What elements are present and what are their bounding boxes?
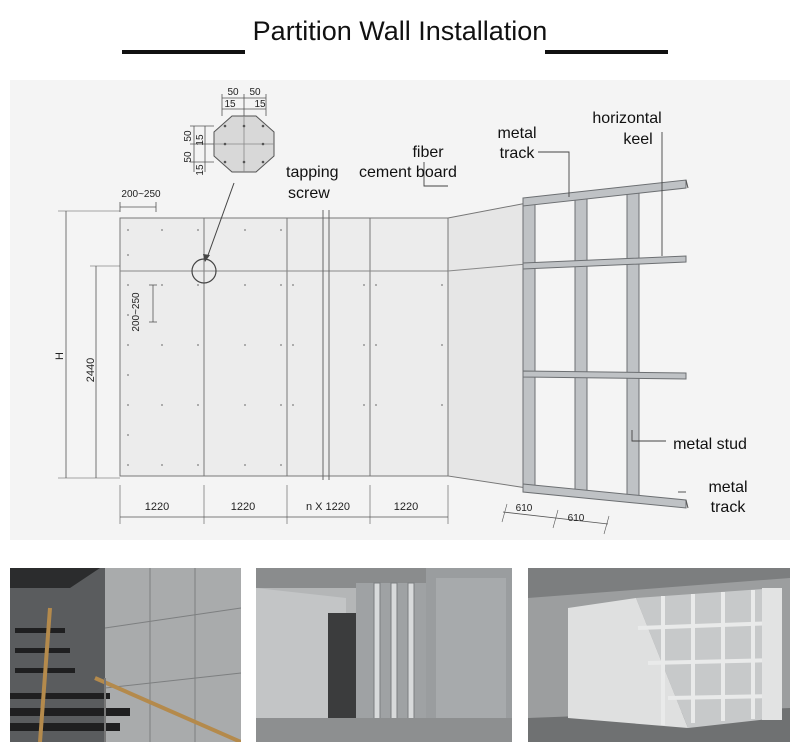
- label-horizontal: horizontal: [592, 110, 662, 127]
- dim-width-3: n X 1220: [305, 501, 351, 513]
- label-metal-stud: metal stud: [673, 436, 747, 453]
- title-rule-right: [545, 50, 668, 54]
- label-keel: keel: [623, 131, 653, 148]
- frame-edges: [686, 180, 688, 508]
- label-cement-board: cement board: [359, 164, 457, 181]
- dim-stud-2: 610: [567, 513, 585, 524]
- dim-oct-50c: 50: [183, 130, 194, 142]
- dim-oct-15c: 15: [195, 134, 206, 146]
- board-panel-2: [204, 218, 287, 476]
- dim-oct-50b: 50: [249, 87, 261, 98]
- title-rule-left: [122, 50, 245, 54]
- metal-stud-1: [523, 201, 535, 488]
- dim-spacing-side: 200~250: [131, 292, 142, 332]
- horizontal-keel-2: [523, 371, 686, 379]
- label-tapping-2: screw: [288, 185, 330, 202]
- dim-oct-15b: 15: [254, 99, 266, 110]
- dim-height-h: H: [54, 352, 66, 360]
- page-title: Partition Wall Installation: [252, 16, 548, 46]
- dim-stud-1: 610: [515, 503, 533, 514]
- dim-oct-15d: 15: [195, 164, 206, 176]
- title-bar: [0, 0, 800, 60]
- label-metal-track-top-1: metal: [497, 125, 537, 142]
- label-metal-track-bottom-2: track: [710, 499, 746, 516]
- metal-stud-3: [627, 188, 639, 502]
- dim-width-2: 1220: [230, 501, 256, 513]
- label-fiber: fiber: [412, 144, 444, 161]
- dim-width-4: 1220: [393, 501, 419, 513]
- label-metal-track-top-2: track: [499, 145, 535, 162]
- angled-board: [448, 203, 527, 488]
- dim-oct-15a: 15: [224, 99, 236, 110]
- metal-track-bottom: [523, 484, 686, 508]
- installation-diagram: [10, 80, 790, 540]
- doorway-frame-photo-svg: [256, 568, 512, 742]
- dim-oct-50a: 50: [227, 87, 239, 98]
- diagram-svg: [10, 80, 790, 540]
- doorway-frame-photo: [256, 568, 512, 742]
- dim-oct-50d: 50: [183, 151, 194, 163]
- label-tapping-1: tapping: [286, 164, 339, 181]
- staircase-photo: [10, 568, 241, 742]
- board-panel-1: [120, 218, 204, 476]
- partition-render-photo: [528, 568, 790, 742]
- staircase-photo-svg: [10, 568, 241, 742]
- board-panel-4: [370, 218, 448, 476]
- dim-width-1: 1220: [144, 501, 170, 513]
- label-metal-track-bottom-1: metal: [708, 479, 748, 496]
- board-panels: [120, 218, 448, 476]
- metal-stud-2: [575, 195, 587, 494]
- dim-spacing-top: 200~250: [121, 189, 161, 200]
- partition-render-photo-svg: [528, 568, 790, 742]
- dim-height-2440: 2440: [85, 357, 97, 383]
- horizontal-keel-1: [523, 256, 686, 269]
